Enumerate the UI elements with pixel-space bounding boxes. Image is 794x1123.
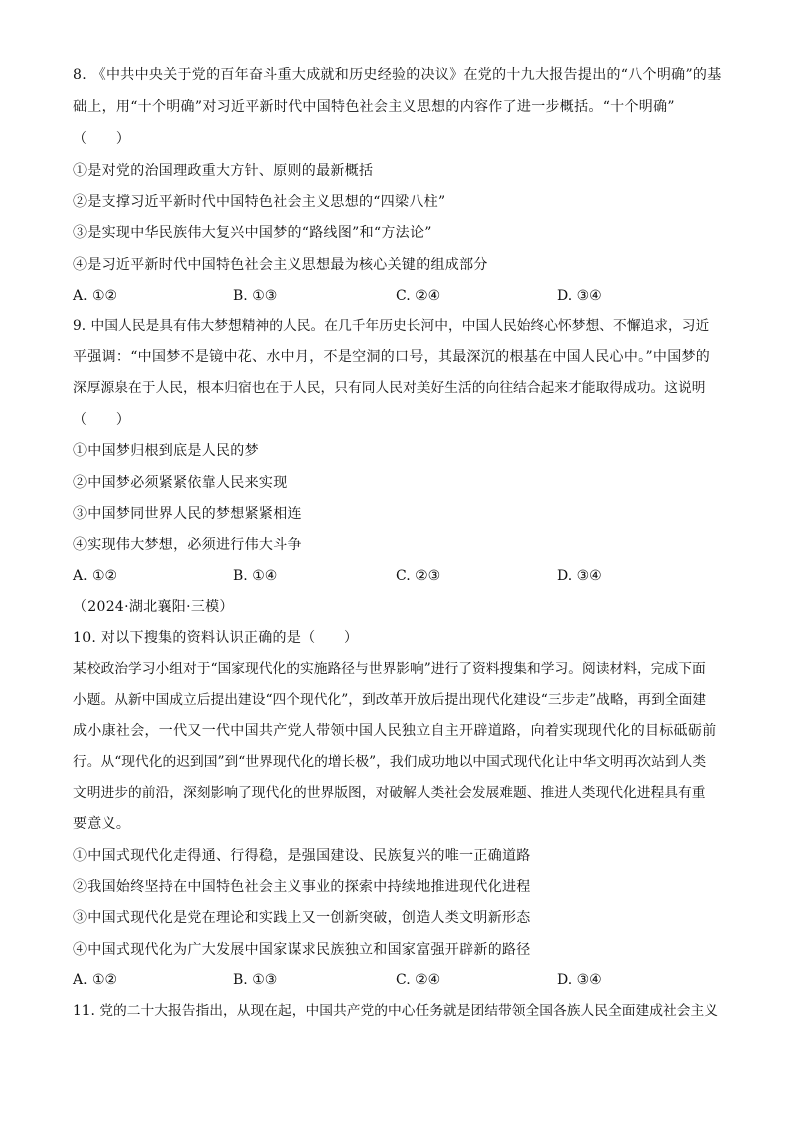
q10-item-3: ③中国式现代化是党在理论和实践上又一创新突破，创造人类文明新形态 (73, 910, 531, 926)
q8-option-c[interactable]: C. ②④ (396, 288, 441, 304)
q8-option-d[interactable]: D. ③④ (557, 288, 602, 304)
q8-answer-bracket: （ ） (73, 131, 131, 147)
q11-stem-line-1: 11. 党的二十大报告指出，从现在起，中国共产党的中心任务就是团结带领全国各族人民全面建成社会主义 (73, 1003, 718, 1019)
q9-item-4: ④实现伟大梦想，必须进行伟大斗争 (73, 537, 302, 553)
q10-material-line-5: 文明进步的前沿，深刻影响了现代化的世界版图，对破解人类社会发展难题、推进人类现代化进程具有重 (73, 785, 706, 801)
q10-item-1: ①中国式现代化走得通、行得稳，是强国建设、民族复兴的唯一正确道路 (73, 848, 531, 864)
q9-option-c[interactable]: C. ②③ (396, 568, 441, 584)
q9-item-3: ③中国梦同世界人民的梦想紧紧相连 (73, 506, 302, 522)
q10-item-4: ④中国式现代化为广大发展中国家谋求民族独立和国家富强开辟新的路径 (73, 942, 531, 958)
q8-option-a[interactable]: A. ①② (73, 288, 118, 304)
q8-stem-line-2: 础上，用“十个明确”对习近平新时代中国特色社会主义思想的内容作了进一步概括。“十个明确” (73, 99, 675, 115)
q10-option-c[interactable]: C. ②④ (396, 972, 441, 988)
q9-option-b[interactable]: B. ①④ (233, 568, 278, 584)
q8-item-1: ①是对党的治国理政重大方针、原则的最新概括 (73, 163, 374, 179)
q10-material-line-1: 某校政治学习小组对于“国家现代化的实施路径与世界影响”进行了资料搜集和学习。阅读材料，完成下面 (73, 661, 706, 677)
q8-item-2: ②是支撑习近平新时代中国特色社会主义思想的“四梁八柱” (73, 194, 446, 210)
q9-answer-bracket: （ ） (73, 412, 131, 428)
source-tag: （2024·湖北襄阳·三模） (73, 599, 234, 615)
q8-item-4: ④是习近平新时代中国特色社会主义思想最为核心关键的组成部分 (73, 257, 488, 273)
q8-option-b[interactable]: B. ①③ (233, 288, 278, 304)
q10-option-b[interactable]: B. ①③ (233, 972, 278, 988)
q10-material-line-4: 行。从“现代化的迟到国”到“世界现代化的增长极”，我们成功地以中国式现代化让中华文明再次站到人类 (73, 754, 707, 770)
q10-material-line-6: 要意义。 (73, 816, 131, 832)
q8-stem-line-1: 8. 《中共中央关于党的百年奋斗重大成就和历史经验的决议》在党的十九大报告提出的“八个明确”的基 (73, 67, 722, 83)
q9-item-1: ①中国梦归根到底是人民的梦 (73, 443, 259, 459)
q9-stem-line-1: 9. 中国人民是具有伟大梦想精神的人民。在几千年历史长河中，中国人民始终心怀梦想、不懈追求，习近 (73, 318, 710, 334)
q9-stem-line-2: 平强调：“中国梦不是镜中花、水中月，不是空洞的口号，其最深沉的根基在中国人民心中。”中国梦的 (73, 349, 711, 365)
q10-item-2: ②我国始终坚持在中国特色社会主义事业的探索中持续地推进现代化进程 (73, 879, 531, 895)
q10-stem-line-1: 10. 对以下搜集的资料认识正确的是（ ） (73, 630, 359, 646)
q9-option-d[interactable]: D. ③④ (557, 568, 602, 584)
q10-material-line-2: 小题。从新中国成立后提出建设“四个现代化”，到改革开放后提出现代化建设“三步走”战略，再到全面建 (73, 692, 707, 708)
q10-option-d[interactable]: D. ③④ (557, 972, 602, 988)
q9-item-2: ②中国梦必须紧紧依靠人民来实现 (73, 475, 288, 491)
q9-stem-line-3: 深厚源泉在于人民，根本归宿也在于人民，只有同人民对美好生活的向往结合起来才能取得成功。这说明 (73, 380, 706, 396)
q10-option-a[interactable]: A. ①② (73, 972, 118, 988)
q9-option-a[interactable]: A. ①② (73, 568, 118, 584)
q8-item-3: ③是实现中华民族伟大复兴中国梦的“路线图”和“方法论” (73, 225, 432, 241)
q10-material-line-3: 成小康社会，一代又一代中国共产党人带领中国人民独立自主开辟道路，向着实现现代化的目标砥砺前 (73, 723, 717, 739)
